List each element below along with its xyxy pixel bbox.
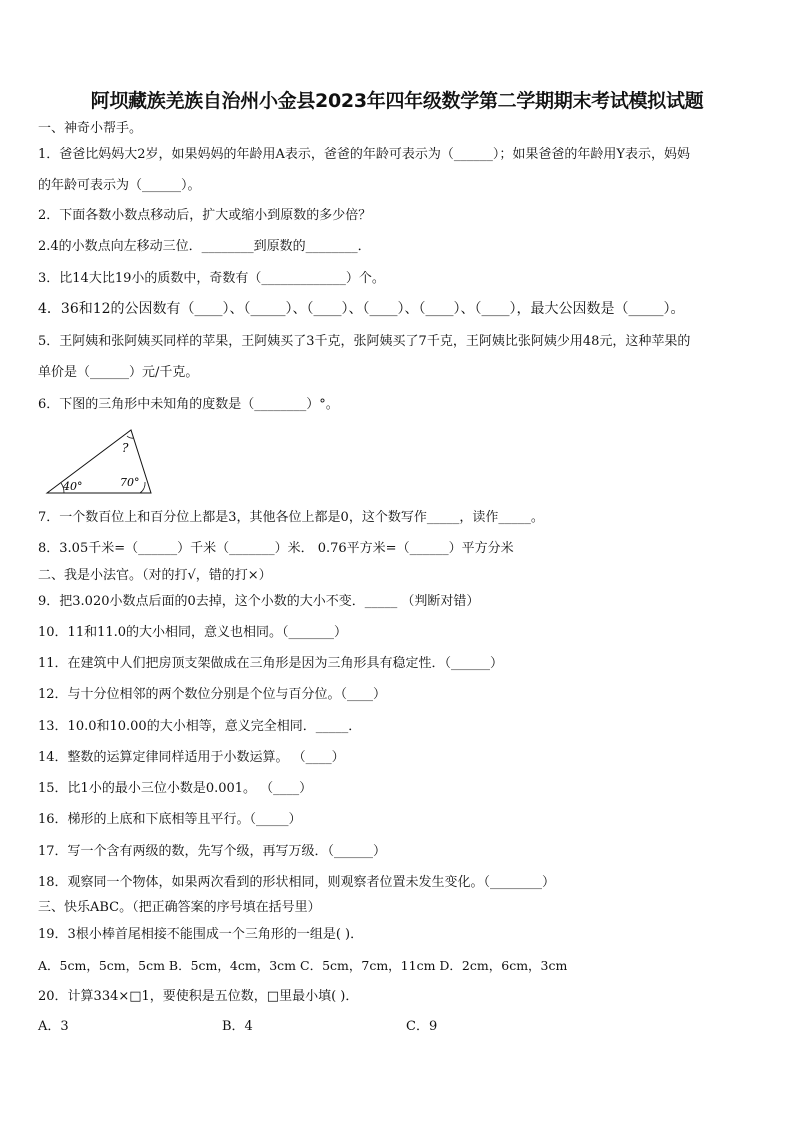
- exam-title: 阿坝藏族羌族自治州小金县2023年四年级数学第二学期期末考试模拟试题: [90, 90, 704, 112]
- question-7: 7．一个数百位上和百分位上都是3，其他各位上都是0，这个数写作_____，读作_____。: [38, 510, 544, 525]
- question-20-option-c: C．9: [406, 1019, 438, 1034]
- question-19: 19．3根小棒首尾相接不能围成一个三角形的一组是( )．: [38, 927, 364, 942]
- question-8: 8．3.05千米=（______）千米（_______）米． 0.76平方米=（______）平方分米: [38, 541, 514, 556]
- question-19-options: A．5cm，5cm，5cm B．5cm，4cm，3cm C．5cm，7cm，11cm D．2cm，6cm，3cm: [38, 958, 568, 973]
- question-1-line-1: 1．爸爸比妈妈大2岁，如果妈妈的年龄用A表示，爸爸的年龄可表示为（______）；如果爸爸的年龄用Y表示，妈妈: [38, 147, 691, 162]
- question-2-item: 2.4的小数点向左移动三位．________到原数的________．: [38, 239, 371, 254]
- unknown-angle-label: ?: [122, 441, 129, 455]
- question-20-option-b: B．4: [222, 1019, 253, 1034]
- question-12: 12．与十分位相邻的两个数位分别是个位与百分位。（____）: [38, 687, 387, 702]
- angle-40-label: 40°: [63, 480, 83, 493]
- section-1-heading: 一、神奇小帮手。: [38, 121, 143, 136]
- question-1-line-2: 的年龄可表示为（______）。: [38, 178, 201, 193]
- question-4: 4．36和12的公因数有（____）、（_____）、（____）、（____）、（____）、（____），最大公因数是（_____）。: [38, 301, 685, 317]
- question-9: 9．把3.020小数点后面的0去掉，这个小数的大小不变．_____ （判断对错）: [38, 594, 480, 609]
- question-5-line-2: 单价是（______）元/千克。: [38, 365, 199, 380]
- question-15: 15．比1小的最小三位小数是0.001。 （____）: [38, 781, 313, 796]
- question-20: 20．计算334×□1，要使积是五位数，□里最小填( )．: [38, 989, 359, 1004]
- question-10: 10．11和11.0的大小相同，意义也相同。（_______）: [38, 625, 348, 640]
- section-3-heading: 三、快乐ABC。（把正确答案的序号填在括号里）: [38, 900, 321, 915]
- question-6: 6．下图的三角形中未知角的度数是（________）°。: [38, 397, 339, 412]
- angle-70-label: 70°: [120, 476, 140, 489]
- question-2: 2．下面各数小数点移动后，扩大或缩小到原数的多少倍？: [38, 208, 372, 223]
- triangle-figure: [44, 424, 154, 496]
- question-20-option-a: A．3: [38, 1019, 69, 1034]
- question-17: 17．写一个含有两级的数，先写个级，再写万级．（______）: [38, 844, 387, 859]
- question-18: 18．观察同一个物体，如果两次看到的形状相同，则观察者位置未发生变化。（________）: [38, 875, 556, 890]
- question-3: 3．比14大比19小的质数中，奇数有（_____________）个。: [38, 271, 385, 286]
- question-16: 16．梯形的上底和下底相等且平行。（_____）: [38, 812, 302, 827]
- question-11: 11．在建筑中人们把房顶支架做成在三角形是因为三角形具有稳定性．（______）: [38, 656, 504, 671]
- question-14: 14．整数的运算定律同样适用于小数运算。 （____）: [38, 750, 345, 765]
- question-13: 13．10.0和10.00的大小相等，意义完全相同．_____．: [38, 719, 362, 734]
- section-2-heading: 二、我是小法官。（对的打√，错的打×）: [38, 568, 272, 583]
- question-5-line-1: 5．王阿姨和张阿姨买同样的苹果，王阿姨买了3千克，张阿姨买了7千克，王阿姨比张阿姨少用48元，这种苹果的: [38, 334, 691, 349]
